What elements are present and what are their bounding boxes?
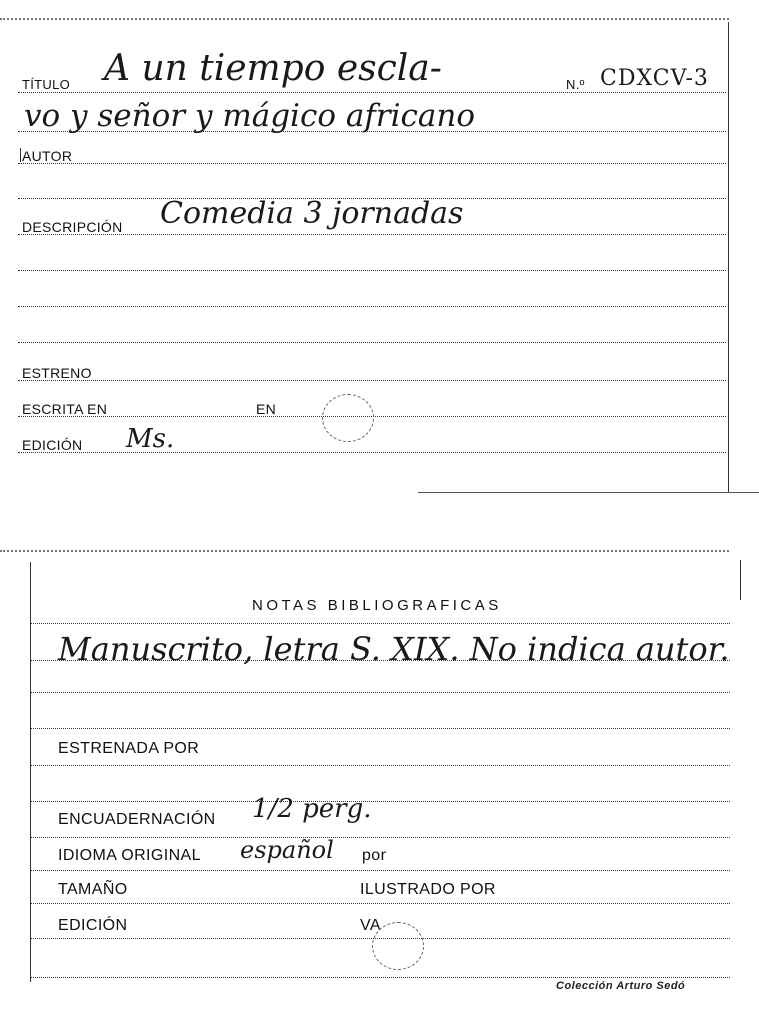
en-label: EN bbox=[256, 401, 277, 417]
titulo-value-line1: A un tiempo escla- bbox=[104, 48, 442, 89]
card-edge bbox=[0, 18, 729, 20]
rule-line bbox=[30, 837, 730, 838]
collection-footer: Colección Arturo Sedó bbox=[556, 980, 686, 992]
tamano-label: TAMAÑO bbox=[58, 881, 128, 898]
descripcion-label: DESCRIPCIÓN bbox=[22, 219, 123, 235]
titulo-value-line2: vo y señor y mágico africano bbox=[24, 98, 475, 134]
rule-line bbox=[18, 234, 726, 235]
stamp-mark bbox=[322, 394, 374, 442]
rule-line bbox=[18, 380, 726, 381]
estreno-label: ESTRENO bbox=[22, 365, 92, 381]
card-bottom-border bbox=[418, 492, 759, 493]
rule-line bbox=[18, 163, 726, 164]
catalog-card bbox=[0, 0, 759, 495]
rule-line bbox=[18, 306, 726, 307]
rule-line bbox=[30, 623, 730, 624]
encuadernacion-label: ENCUADERNACIÓN bbox=[58, 811, 216, 828]
rule-line bbox=[30, 977, 730, 978]
rule-line bbox=[30, 870, 730, 871]
card-left-border bbox=[30, 562, 31, 982]
ilustrado-por-label: ILUSTRADO POR bbox=[360, 881, 496, 898]
rule-line bbox=[30, 692, 730, 693]
numero-value: CDXCV-3 bbox=[600, 66, 709, 91]
edicion-label-bottom: EDICIÓN bbox=[58, 917, 128, 934]
escrita-en-label: ESCRITA EN bbox=[22, 401, 108, 417]
notas-value: Manuscrito, letra S. XIX. No indica autor. bbox=[58, 630, 730, 668]
bibliographic-card bbox=[0, 540, 759, 1028]
valor-label: VA bbox=[360, 917, 381, 934]
titulo-label: TÍTULO bbox=[22, 77, 71, 92]
rule-line bbox=[18, 342, 726, 343]
stamp-mark bbox=[372, 922, 424, 970]
card-right-border bbox=[740, 560, 741, 600]
card-right-border bbox=[728, 22, 729, 492]
rule-line bbox=[30, 728, 730, 729]
idioma-original-label: IDIOMA ORIGINAL bbox=[58, 847, 201, 864]
estrenada-por-label: ESTRENADA POR bbox=[58, 740, 200, 757]
notas-heading: NOTAS BIBLIOGRAFICAS bbox=[252, 597, 502, 614]
card-edge bbox=[0, 550, 729, 552]
rule-line bbox=[30, 801, 730, 802]
encuadernacion-value: 1/2 perg. bbox=[252, 794, 372, 824]
rule-line bbox=[30, 765, 730, 766]
autor-label: AUTOR bbox=[22, 148, 73, 164]
traducido-por-label: por bbox=[362, 847, 387, 864]
rule-line bbox=[18, 92, 726, 93]
card-left-tick bbox=[20, 148, 21, 162]
descripcion-value: Comedia 3 jornadas bbox=[160, 196, 464, 231]
edicion-label: EDICIÓN bbox=[22, 437, 83, 453]
rule-line bbox=[18, 452, 726, 453]
idioma-original-value: español bbox=[240, 836, 334, 864]
edicion-value: Ms. bbox=[126, 424, 175, 454]
rule-line bbox=[30, 903, 730, 904]
numero-label: N.º bbox=[566, 77, 585, 92]
rule-line bbox=[18, 270, 726, 271]
